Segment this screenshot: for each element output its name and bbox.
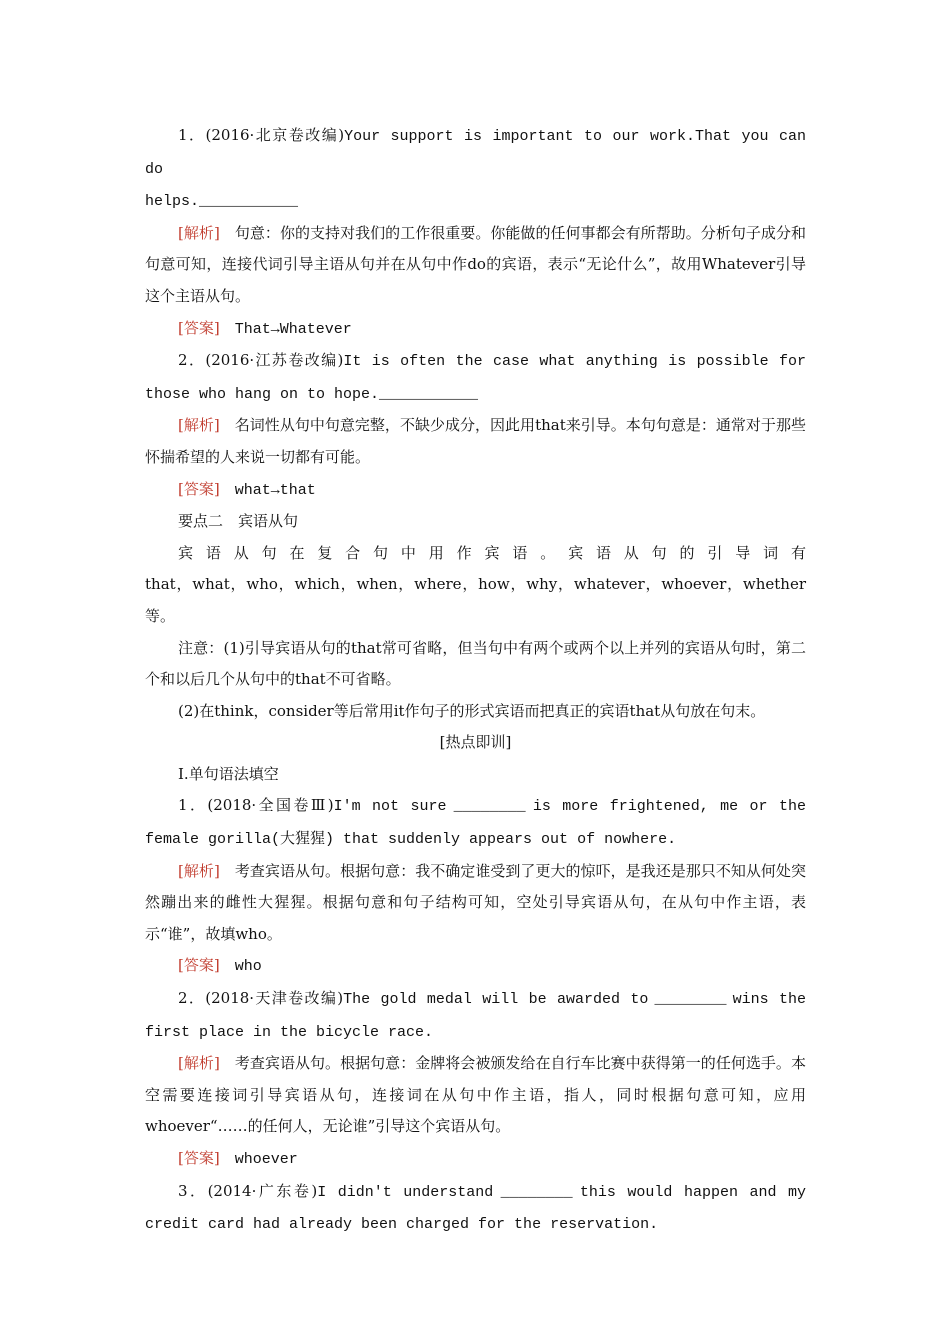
explanation-1: [解析] 句意：你的支持对我们的工作很重要。你能做的任何事都会有所帮助。分析句子成分和句意可知，连接代词引导主语从句并在从句中作do的宾语，表示“无论什么”，故用Whatever引导这个主语从句。 xyxy=(145,223,806,305)
answer-2: [答案] what→that xyxy=(178,479,316,499)
exercise-1-explanation: [解析] 考查宾语从句。根据句意：我不确定谁受到了更大的惊吓，是我还是那只不知从何处突然蹦出来的雌性大猩猩。根据句意和句子结构可知，空处引导宾语从句，在从句中作主语，表示“谁”，故填who。 xyxy=(145,861,806,943)
explanation-label: [解析] xyxy=(178,223,220,242)
answer-blank: ________ xyxy=(500,1183,573,1201)
explanation-2: [解析] 名词性从句中句意完整，不缺少成分，因此用that来引导。本句句意是：通常对于那些怀揣希望的人来说一切都有可能。 xyxy=(145,416,806,466)
question-1-line2: helps.___________ xyxy=(145,193,299,211)
answer-blank: ________ xyxy=(654,991,727,1009)
question-2-line1: 2．(2016·江苏卷改编)It is often the case what anything is possible for xyxy=(178,351,807,371)
hot-title: [热点即训] xyxy=(439,733,512,752)
answer-label: [答案] xyxy=(178,318,220,337)
section-note-2: (2)在think，consider等后常用it作句子的形式宾语而把真正的宾语that从句放在句末。 xyxy=(178,701,766,720)
section-heading: 要点二 宾语从句 xyxy=(178,512,299,531)
answer-label: [答案] xyxy=(178,479,220,498)
exercise-2-explanation: [解析] 考查宾语从句。根据句意：金牌将会被颁发给在自行车比赛中获得第一的任何选手。本空需要连接词引导宾语从句，连接词在从句中作主语，指人，同时根据句意可知，应用whoever“……的任何人，无论谁”引导这个宾语从句。 xyxy=(145,1054,806,1136)
question-2-line2: those who hang on to hope.___________ xyxy=(145,385,479,403)
document-page xyxy=(145,120,806,1241)
exercise-3-line2: credit card had already been charged for the reservation. xyxy=(145,1216,659,1234)
question-1-line1: 1．(2016·北京卷改编)Your support is important to our work.That you can do xyxy=(145,126,806,178)
part-heading: Ⅰ.单句语法填空 xyxy=(178,764,279,783)
explanation-label: [解析] xyxy=(178,416,220,435)
exercise-1-line2: female gorilla(大猩猩) that suddenly appears out of nowhere. xyxy=(145,831,677,849)
explanation-label: [解析] xyxy=(178,861,220,880)
exercise-2-answer: [答案] whoever xyxy=(178,1149,298,1168)
exercise-2-line2: first place in the bicycle race. xyxy=(145,1023,434,1041)
section-intro-line1: 宾语从句在复合句中用作宾语。宾语从句的引导词有 xyxy=(178,543,806,562)
section-intro-line2: that，what，who，which，when，where，how，why，whatever，whoever，whether等。 xyxy=(145,575,806,625)
exercise-2-line1: 2．(2018·天津卷改编)The gold medal will be awarded to ________ wins the xyxy=(178,989,806,1009)
answer-label: [答案] xyxy=(178,1149,220,1167)
exercise-1-answer: [答案] who xyxy=(178,956,262,976)
explanation-label: [解析] xyxy=(178,1054,220,1073)
section-note-1: 注意：(1)引导宾语从句的that常可省略，但当句中有两个或两个以上并列的宾语从句时，第二个和以后几个从句中的that不可省略。 xyxy=(145,638,806,689)
answer-label: [答案] xyxy=(178,956,220,975)
answer-blank: ________ xyxy=(453,798,526,816)
exercise-3-line1: 3．(2014·广东卷)I didn't understand ________ this would happen and my xyxy=(178,1181,806,1201)
exercise-1-line1: 1．(2018·全国卷Ⅲ)I'm not sure ________ is more frightened, me or the xyxy=(178,796,806,816)
answer-1: [答案] That→Whatever xyxy=(178,318,352,338)
